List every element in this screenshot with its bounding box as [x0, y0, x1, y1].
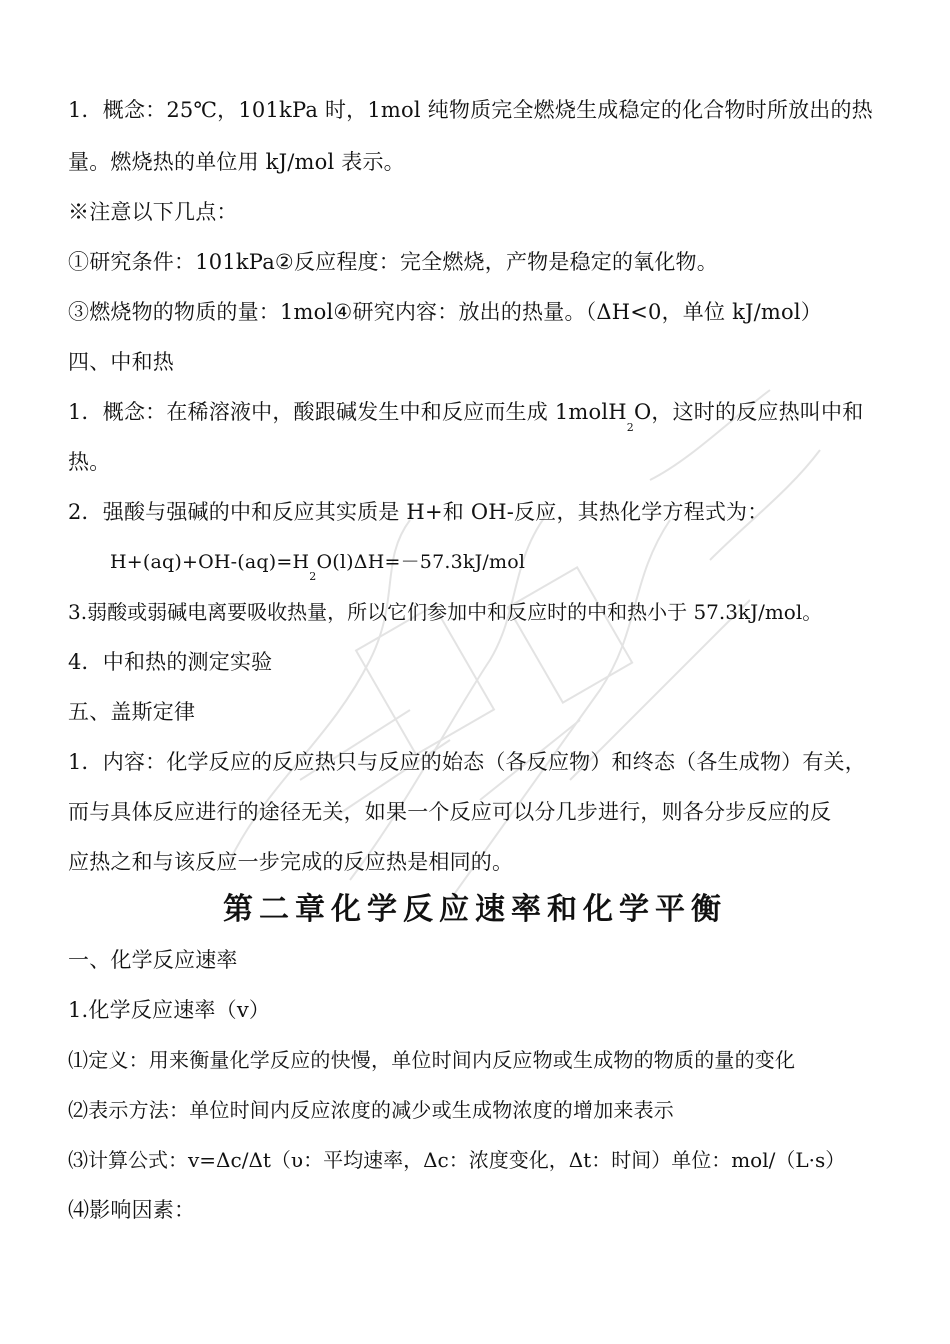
section-heading-hess-law: 五、盖斯定律	[68, 700, 196, 724]
text-line-15: 而与具体反应进行的途径无关，如果一个反应可以分几步进行，则各分步反应的反	[68, 800, 832, 824]
text-line-16: 应热之和与该反应一步完成的反应热是相同的。	[68, 850, 514, 874]
text-line-11: 3.弱酸或弱碱电离要吸收热量，所以它们参加中和反应时的中和热小于 57.3kJ/mol。	[68, 600, 823, 624]
subscript-2: 2	[626, 421, 634, 434]
text-line-rate-definition: ⑴定义：用来衡量化学反应的快慢，单位时间内反应物或生成物的物质的量的变化	[68, 1048, 796, 1072]
text-line-rate-formula: ⑶计算公式：v=Δc/Δt（υ：平均速率，Δc：浓度变化，Δt：时间）单位：mol/（L·s）	[68, 1148, 846, 1172]
text-line-rate-1: 1.化学反应速率（v）	[68, 998, 271, 1022]
equation-line	[110, 548, 526, 583]
section-heading-reaction-rate: 一、化学反应速率	[68, 948, 238, 972]
text-line-14: 1．内容：化学反应的反应热只与反应的始态（各反应物）和终态（各生成物）有关，	[68, 750, 866, 774]
text-line-7-tail: O，这时的反应热叫中和	[633, 400, 864, 424]
text-line-5: ③燃烧物的物质的量：1mol④研究内容：放出的热量。（ΔH<0，单位 kJ/mol）	[68, 300, 822, 324]
text-line-2: 量。燃烧热的单位用 kJ/mol 表示。	[68, 150, 405, 174]
text-line-rate-method: ⑵表示方法：单位时间内反应浓度的减少或生成物浓度的增加来表示	[68, 1098, 674, 1122]
text-line-9: 2．强酸与强碱的中和反应其实质是 H+和 OH-反应，其热化学方程式为：	[68, 500, 769, 524]
text-line-rate-factors: ⑷影响因素：	[68, 1198, 196, 1222]
text-line-12: 4．中和热的测定实验	[68, 650, 273, 674]
watermark-stamp	[150, 360, 830, 920]
equation-after: O(l)ΔH=－57.3kJ/mol	[316, 551, 526, 573]
text-line-7	[68, 398, 864, 434]
text-line-4: ①研究条件：101kPa②反应程度：完全燃烧，产物是稳定的氧化物。	[68, 250, 718, 274]
equation-subscript: 2	[309, 570, 317, 583]
chapter-title: 第二章化学反应速率和化学平衡	[223, 892, 727, 927]
text-line-3: ※注意以下几点：	[68, 200, 238, 224]
equation-before: H+(aq)+OH-(aq)=H	[110, 551, 310, 573]
text-line-1: 1．概念：25℃，101kPa 时，1mol 纯物质完全燃烧生成稳定的化合物时所放出的热	[68, 98, 873, 122]
text-line-7-main: 1．概念：在稀溶液中，酸跟碱发生中和反应而生成 1molH	[68, 400, 627, 424]
section-heading-neutralization: 四、中和热	[68, 350, 174, 374]
text-line-8: 热。	[68, 450, 111, 474]
